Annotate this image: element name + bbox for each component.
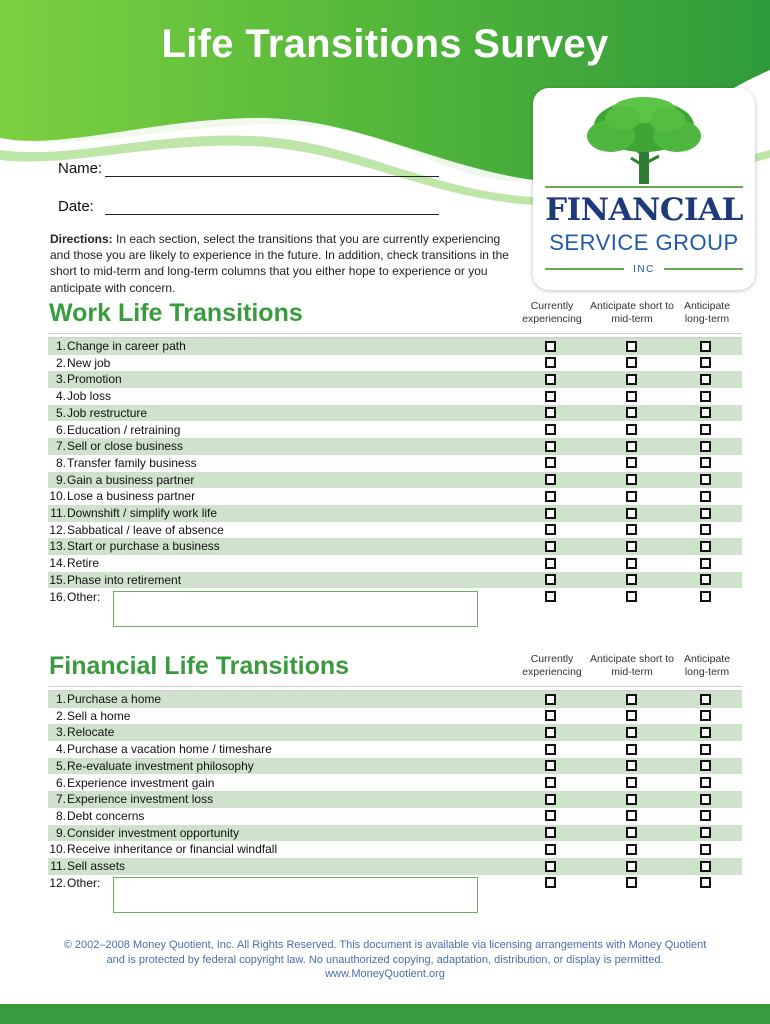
item-number: 7.	[55, 792, 66, 807]
footer-line-1: © 2002–2008 Money Quotient, Inc. All Rights Reserved. This document is available via licensing arrangements with Money Quotient	[63, 939, 707, 951]
checkbox-currently[interactable]	[545, 710, 556, 721]
item-label: Sell or close business	[67, 439, 184, 454]
financial-transition-row	[48, 741, 742, 758]
checkbox-currently[interactable]	[545, 558, 556, 569]
item-number: 10.	[49, 842, 66, 857]
item-label: Purchase a vacation home / timeshare	[67, 742, 272, 757]
checkbox-short-mid-term[interactable]	[626, 524, 637, 535]
checkbox-short-mid-term[interactable]	[626, 341, 637, 352]
checkbox-short-mid-term[interactable]	[626, 777, 637, 788]
checkbox-long-term[interactable]	[700, 391, 711, 402]
item-label: Consider investment opportunity	[67, 825, 240, 840]
company-logo	[533, 88, 755, 290]
checkbox-short-mid-term[interactable]	[626, 877, 637, 888]
work-transition-row	[48, 371, 742, 388]
checkbox-short-mid-term[interactable]	[626, 474, 637, 485]
work-section-title: Work Life Transitions	[49, 299, 303, 327]
name-line[interactable]	[105, 176, 439, 177]
item-number: 4.	[55, 389, 66, 404]
work-transition-row	[48, 355, 742, 372]
item-label: Gain a business partner	[67, 472, 195, 487]
item-number: 1.	[55, 692, 66, 706]
checkbox-short-mid-term[interactable]	[626, 441, 637, 452]
financial-other-input[interactable]	[113, 877, 478, 913]
work-other-input[interactable]	[113, 591, 478, 627]
checkbox-short-mid-term[interactable]	[626, 424, 637, 435]
logo-subtitle: SERVICE GROUP	[549, 230, 739, 255]
financial-transition-row	[48, 791, 742, 808]
checkbox-currently[interactable]	[545, 794, 556, 805]
copyright-footer	[20, 938, 750, 982]
item-number: 1.	[55, 339, 66, 353]
name-label: Name:	[58, 160, 103, 177]
item-number: 11.	[50, 859, 66, 873]
checkbox-long-term[interactable]	[700, 558, 711, 569]
work-transition-row	[48, 388, 742, 405]
work-transition-row	[48, 572, 742, 589]
checkbox-long-term[interactable]	[700, 508, 711, 519]
item-label: Debt concerns	[67, 808, 145, 823]
checkbox-long-term[interactable]	[700, 710, 711, 721]
item-label: Job loss	[67, 389, 112, 404]
item-number: 6.	[55, 775, 66, 790]
financial-transition-row	[48, 708, 742, 725]
date-line[interactable]	[105, 214, 439, 215]
col-header-short-mid-2-line2: mid-term	[611, 666, 653, 678]
item-label: Receive inheritance or financial windfall	[67, 842, 278, 857]
checkbox-currently[interactable]	[545, 374, 556, 385]
checkbox-long-term[interactable]	[700, 574, 711, 585]
item-label: Phase into retirement	[67, 572, 182, 587]
col-header-long-line2: long-term	[684, 313, 730, 325]
col-header-short-mid-line2: mid-term	[611, 313, 653, 325]
checkbox-currently[interactable]	[545, 508, 556, 519]
checkbox-currently[interactable]	[545, 341, 556, 352]
item-number: 3.	[55, 372, 66, 387]
checkbox-short-mid-term[interactable]	[626, 694, 637, 705]
financial-transition-row	[48, 825, 742, 842]
col-header-long-2-line1: Anticipate	[683, 653, 731, 665]
item-number: 10.	[49, 489, 66, 504]
financial-transition-row	[48, 841, 742, 858]
item-label: New job	[67, 355, 111, 370]
checkbox-currently[interactable]	[545, 491, 556, 502]
checkbox-long-term[interactable]	[700, 374, 711, 385]
checkbox-long-term[interactable]	[700, 877, 711, 888]
checkbox-short-mid-term[interactable]	[626, 861, 637, 872]
item-label: Start or purchase a business	[67, 539, 220, 554]
col-header-long-2	[672, 653, 742, 679]
item-number: 5.	[55, 758, 66, 773]
item-number: 11.	[50, 506, 66, 520]
work-transition-row	[48, 538, 742, 555]
checkbox-long-term[interactable]	[700, 541, 711, 552]
financial-transition-row	[48, 724, 742, 741]
checkbox-currently[interactable]	[545, 861, 556, 872]
col-header-current	[510, 300, 594, 326]
checkbox-currently[interactable]	[545, 441, 556, 452]
item-number: 6.	[55, 422, 66, 437]
item-number: 4.	[55, 742, 66, 757]
work-transition-row	[48, 555, 742, 572]
checkbox-short-mid-term[interactable]	[626, 574, 637, 585]
work-header-separator	[48, 333, 742, 334]
checkbox-currently[interactable]	[545, 744, 556, 755]
item-label: Sell assets	[67, 859, 126, 873]
checkbox-currently[interactable]	[545, 574, 556, 585]
checkbox-long-term[interactable]	[700, 341, 711, 352]
directions-lead: Directions:	[50, 232, 113, 246]
work-transition-row	[48, 455, 742, 472]
item-label: Other:	[67, 875, 101, 890]
col-header-short-mid-line1: Anticipate short to	[589, 300, 675, 312]
financial-transition-row	[48, 691, 742, 708]
directions-text	[50, 231, 522, 296]
checkbox-currently[interactable]	[545, 457, 556, 468]
item-number: 12.	[49, 522, 66, 537]
item-label: Sell a home	[67, 708, 131, 723]
col-header-current-line1: Currently	[530, 300, 574, 312]
checkbox-currently[interactable]	[545, 827, 556, 838]
work-transition-row	[48, 505, 742, 522]
checkbox-long-term[interactable]	[700, 457, 711, 468]
checkbox-currently[interactable]	[545, 591, 556, 602]
col-header-long	[672, 300, 742, 326]
checkbox-short-mid-term[interactable]	[626, 541, 637, 552]
item-number: 2.	[55, 708, 66, 723]
financial-transition-row	[48, 808, 742, 825]
checkbox-currently[interactable]	[545, 424, 556, 435]
col-header-short-mid-2	[584, 653, 680, 679]
checkbox-long-term[interactable]	[700, 861, 711, 872]
checkbox-short-mid-term[interactable]	[626, 710, 637, 721]
col-header-current-2	[510, 653, 594, 679]
checkbox-currently[interactable]	[545, 474, 556, 485]
checkbox-currently[interactable]	[545, 777, 556, 788]
item-label: Re-evaluate investment philosophy	[67, 758, 254, 773]
logo-name: FINANCIAL	[545, 192, 743, 228]
checkbox-short-mid-term[interactable]	[626, 591, 637, 602]
checkbox-short-mid-term[interactable]	[626, 357, 637, 368]
item-label: Downshift / simplify work life	[67, 506, 218, 520]
item-label: Job restructure	[67, 405, 148, 420]
work-transition-row	[48, 488, 742, 505]
checkbox-currently[interactable]	[545, 760, 556, 771]
checkbox-long-term[interactable]	[700, 727, 711, 738]
item-number: 15.	[49, 572, 66, 587]
item-number: 16.	[49, 589, 66, 604]
checkbox-long-term[interactable]	[700, 844, 711, 855]
item-number: 3.	[55, 725, 66, 740]
checkbox-long-term[interactable]	[700, 591, 711, 602]
col-header-short-mid-2-line1: Anticipate short to	[589, 653, 675, 665]
item-label: Other:	[67, 589, 101, 604]
checkbox-short-mid-term[interactable]	[626, 844, 637, 855]
logo-inc: INC	[624, 264, 664, 278]
checkbox-currently[interactable]	[545, 357, 556, 368]
checkbox-short-mid-term[interactable]	[626, 508, 637, 519]
financial-transition-row	[48, 858, 742, 875]
date-field[interactable]	[58, 198, 94, 215]
item-label: Change in career path	[67, 339, 186, 353]
item-number: 2.	[55, 355, 66, 370]
checkbox-short-mid-term[interactable]	[626, 727, 637, 738]
item-label: Transfer family business	[67, 455, 197, 470]
financial-transition-row	[48, 758, 742, 775]
checkbox-long-term[interactable]	[700, 441, 711, 452]
financial-header-separator	[48, 686, 742, 687]
item-number: 9.	[55, 472, 66, 487]
item-label: Promotion	[67, 372, 122, 387]
checkbox-short-mid-term[interactable]	[626, 407, 637, 418]
item-label: Experience investment loss	[67, 792, 214, 807]
checkbox-currently[interactable]	[545, 407, 556, 418]
checkbox-long-term[interactable]	[700, 744, 711, 755]
checkbox-currently[interactable]	[545, 524, 556, 535]
checkbox-long-term[interactable]	[700, 810, 711, 821]
footer-line-2: and is protected by federal copyright law. No unauthorized copying, adaptation, distribution, or display is permitted.	[106, 953, 664, 966]
footer-link[interactable]: www.MoneyQuotient.org	[325, 968, 445, 980]
work-transition-row	[48, 472, 742, 489]
col-header-long-line1: Anticipate	[683, 300, 731, 312]
item-label: Lose a business partner	[67, 489, 196, 504]
checkbox-currently[interactable]	[545, 810, 556, 821]
item-number: 8.	[55, 808, 66, 823]
work-transition-row	[48, 405, 742, 422]
checkbox-short-mid-term[interactable]	[626, 744, 637, 755]
col-header-current-2-line2: experiencing	[522, 666, 582, 678]
item-number: 12.	[49, 875, 66, 890]
checkbox-long-term[interactable]	[700, 474, 711, 485]
checkbox-short-mid-term[interactable]	[626, 810, 637, 821]
page-title: Life Transitions Survey	[161, 22, 609, 66]
checkbox-short-mid-term[interactable]	[626, 491, 637, 502]
checkbox-currently[interactable]	[545, 844, 556, 855]
item-label: Sabbatical / leave of absence	[67, 522, 224, 537]
checkbox-long-term[interactable]	[700, 760, 711, 771]
checkbox-long-term[interactable]	[700, 524, 711, 535]
item-label: Relocate	[67, 725, 115, 740]
checkbox-short-mid-term[interactable]	[626, 374, 637, 385]
name-field[interactable]	[58, 160, 102, 177]
col-header-current-line2: experiencing	[522, 313, 582, 325]
checkbox-long-term[interactable]	[700, 407, 711, 418]
financial-section-title: Financial Life Transitions	[49, 652, 350, 680]
checkbox-currently[interactable]	[545, 727, 556, 738]
checkbox-currently[interactable]	[545, 877, 556, 888]
work-transition-row	[48, 522, 742, 539]
checkbox-long-term[interactable]	[700, 777, 711, 788]
item-number: 9.	[55, 825, 66, 840]
item-number: 13.	[49, 539, 66, 554]
item-label: Experience investment gain	[67, 775, 215, 790]
checkbox-long-term[interactable]	[700, 794, 711, 805]
checkbox-short-mid-term[interactable]	[626, 558, 637, 569]
date-label: Date:	[58, 198, 94, 215]
checkbox-currently[interactable]	[545, 391, 556, 402]
item-number: 8.	[55, 455, 66, 470]
work-transition-row	[48, 422, 742, 439]
financial-transition-row	[48, 775, 742, 792]
checkbox-short-mid-term[interactable]	[626, 760, 637, 771]
checkbox-short-mid-term[interactable]	[626, 391, 637, 402]
oak-tree-icon	[581, 96, 707, 186]
item-label: Purchase a home	[67, 692, 162, 706]
checkbox-short-mid-term[interactable]	[626, 457, 637, 468]
work-transition-row	[48, 338, 742, 355]
checkbox-long-term[interactable]	[700, 694, 711, 705]
item-label: Education / retraining	[67, 422, 181, 437]
footer-bar	[0, 1004, 770, 1024]
item-number: 5.	[55, 405, 66, 420]
col-header-current-2-line1: Currently	[530, 653, 574, 665]
checkbox-long-term[interactable]	[700, 424, 711, 435]
item-number: 7.	[55, 439, 66, 454]
checkbox-long-term[interactable]	[700, 357, 711, 368]
work-transition-row	[48, 438, 742, 455]
checkbox-long-term[interactable]	[700, 827, 711, 838]
item-number: 14.	[49, 556, 66, 571]
checkbox-currently[interactable]	[545, 541, 556, 552]
directions-body: In each section, select the transitions that you are currently experiencing and those you are likely to experience in the future. In addition, check transitions in the short to mid-term and long-term columns that you either hope to experience or you anticipate with concern.	[50, 232, 509, 295]
checkbox-currently[interactable]	[545, 694, 556, 705]
col-header-long-2-line2: long-term	[684, 666, 730, 678]
checkbox-short-mid-term[interactable]	[626, 827, 637, 838]
checkbox-long-term[interactable]	[700, 491, 711, 502]
col-header-short-mid	[584, 300, 680, 326]
logo-divider-top	[545, 186, 743, 188]
checkbox-short-mid-term[interactable]	[626, 794, 637, 805]
item-label: Retire	[67, 556, 100, 571]
